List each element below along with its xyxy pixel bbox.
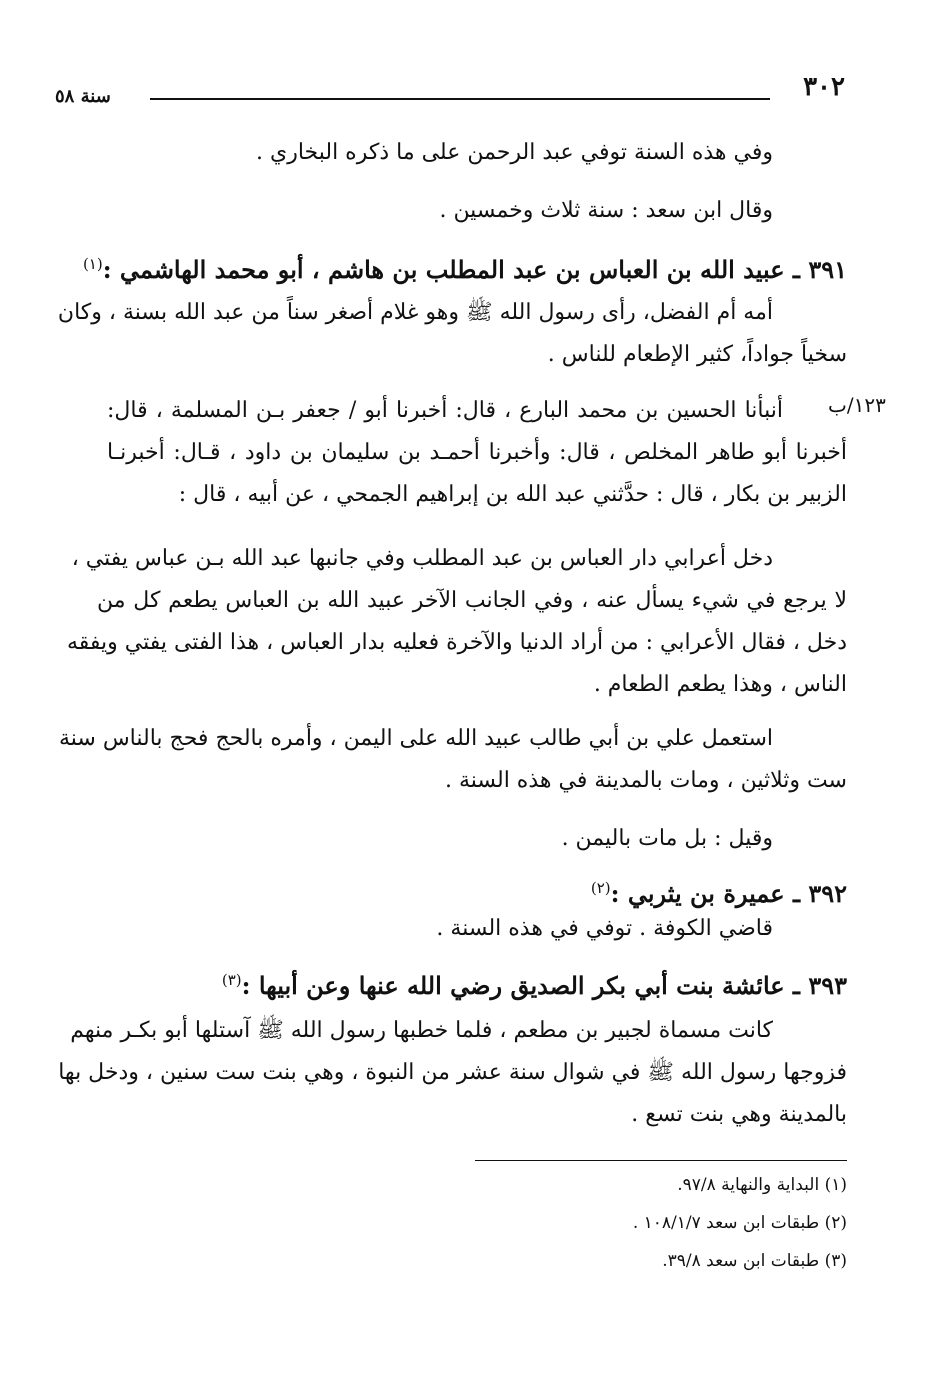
text-line: لا يرجع في شيء يسأل عنه ، وفي الجانب الآخر عبيد الله بن العباس يطعم كل من xyxy=(97,588,847,613)
footnote-ref: (٣) xyxy=(221,971,242,989)
margin-folio-note: ١٢٣/ب xyxy=(828,393,886,417)
year-label: سنة ٥٨ xyxy=(55,86,111,107)
paragraph xyxy=(373,908,773,950)
footnote-item: (٣) طبقات ابن سعد ٣٩/٨. xyxy=(662,1251,847,1271)
text-line: أخبرنا أبو طاهر المخلص ، قال: وأخبرنا أحمـد بن سليمان بن داود ، قـال: أخبرنـا xyxy=(107,440,847,465)
text-line: قاضي الكوفة . توفي في هذه السنة . xyxy=(436,916,773,941)
text-line: وفي هذه السنة توفي عبد الرحمن على ما ذكره البخاري . xyxy=(256,140,773,165)
text-line: أنبأنا الحسين بن محمد البارع ، قال: أخبرنا أبو / جعفر بـن المسلمة ، قال: xyxy=(107,398,783,423)
paragraph xyxy=(373,190,773,232)
text-line: دخل ، فقال الأعرابي : من أراد الدنيا والآخرة فعليه بدار العباس ، هذا الفتى يفتي ويفقه xyxy=(66,630,847,655)
paragraph xyxy=(173,132,773,174)
text-line: فزوجها رسول الله ﷺ في شوال سنة عشر من النبوة ، وهي بنت ست سنين ، ودخل بها xyxy=(58,1060,847,1085)
paragraph xyxy=(58,718,847,802)
text-line: الناس ، وهذا يطعم الطعام . xyxy=(593,672,847,697)
text-line: وقيل : بل مات باليمن . xyxy=(561,826,773,851)
paragraph xyxy=(58,1010,847,1136)
text-line: بالمدينة وهي بنت تسع . xyxy=(631,1102,847,1127)
entry-heading xyxy=(97,958,847,1008)
paragraph xyxy=(57,292,847,376)
text-line: ست وثلاثين ، ومات بالمدينة في هذه السنة . xyxy=(444,768,847,793)
paragraph xyxy=(373,818,773,860)
text-line: كانت مسماة لجبير بن مطعم ، فلما خطبها رسول الله ﷺ آستلها أبو بكـر منهم xyxy=(70,1018,773,1043)
text-line: استعمل علي بن أبي طالب عبيد الله على اليمن ، وأمره بالحج فحج بالناس سنة xyxy=(58,726,773,751)
paragraph xyxy=(66,538,847,706)
footnote-rule xyxy=(475,1160,847,1161)
paragraph xyxy=(107,390,847,516)
entry-heading-text: ٣٩٣ ـ عائشة بنت أبي بكر الصديق رضي الله عنها وعن أبيها : xyxy=(241,971,847,1000)
footnote-item: (٢) طبقات ابن سعد ١٠٨/١/٧ . xyxy=(632,1213,847,1233)
text-line: أمه أم الفضل، رأى رسول الله ﷺ وهو غلام أصغر سناً من عبد الله بسنة ، وكان xyxy=(57,300,773,325)
footnote-ref: (١) xyxy=(82,255,103,273)
text-line: وقال ابن سعد : سنة ثلاث وخمسين . xyxy=(439,198,773,223)
entry-heading-text: ٣٩٢ ـ عميرة بن يثربي : xyxy=(610,879,847,908)
page-number: ٣٠٢ xyxy=(803,72,845,102)
footnote-item: (١) البداية والنهاية ٩٧/٨. xyxy=(677,1175,847,1195)
text-line: دخل أعرابي دار العباس بن عبد المطلب وفي جانبها عبد الله بـن عباس يفتي ، xyxy=(71,546,773,571)
entry-heading xyxy=(82,242,847,292)
footnotes xyxy=(347,1166,847,1280)
entry-heading-text: ٣٩١ ـ عبيد الله بن العباس بن عبد المطلب بن هاشم ، أبو محمد الهاشمي : xyxy=(102,255,847,284)
text-line: سخياً جواداً، كثير الإطعام للناس . xyxy=(547,342,847,367)
text-line: الزبير بن بكار ، قال : حدَّثني عبد الله بن إبراهيم الجمحي ، عن أبيه ، قال : xyxy=(178,482,847,507)
footnote-ref: (٢) xyxy=(590,879,611,897)
page-header xyxy=(55,72,845,112)
header-rule xyxy=(150,98,770,100)
